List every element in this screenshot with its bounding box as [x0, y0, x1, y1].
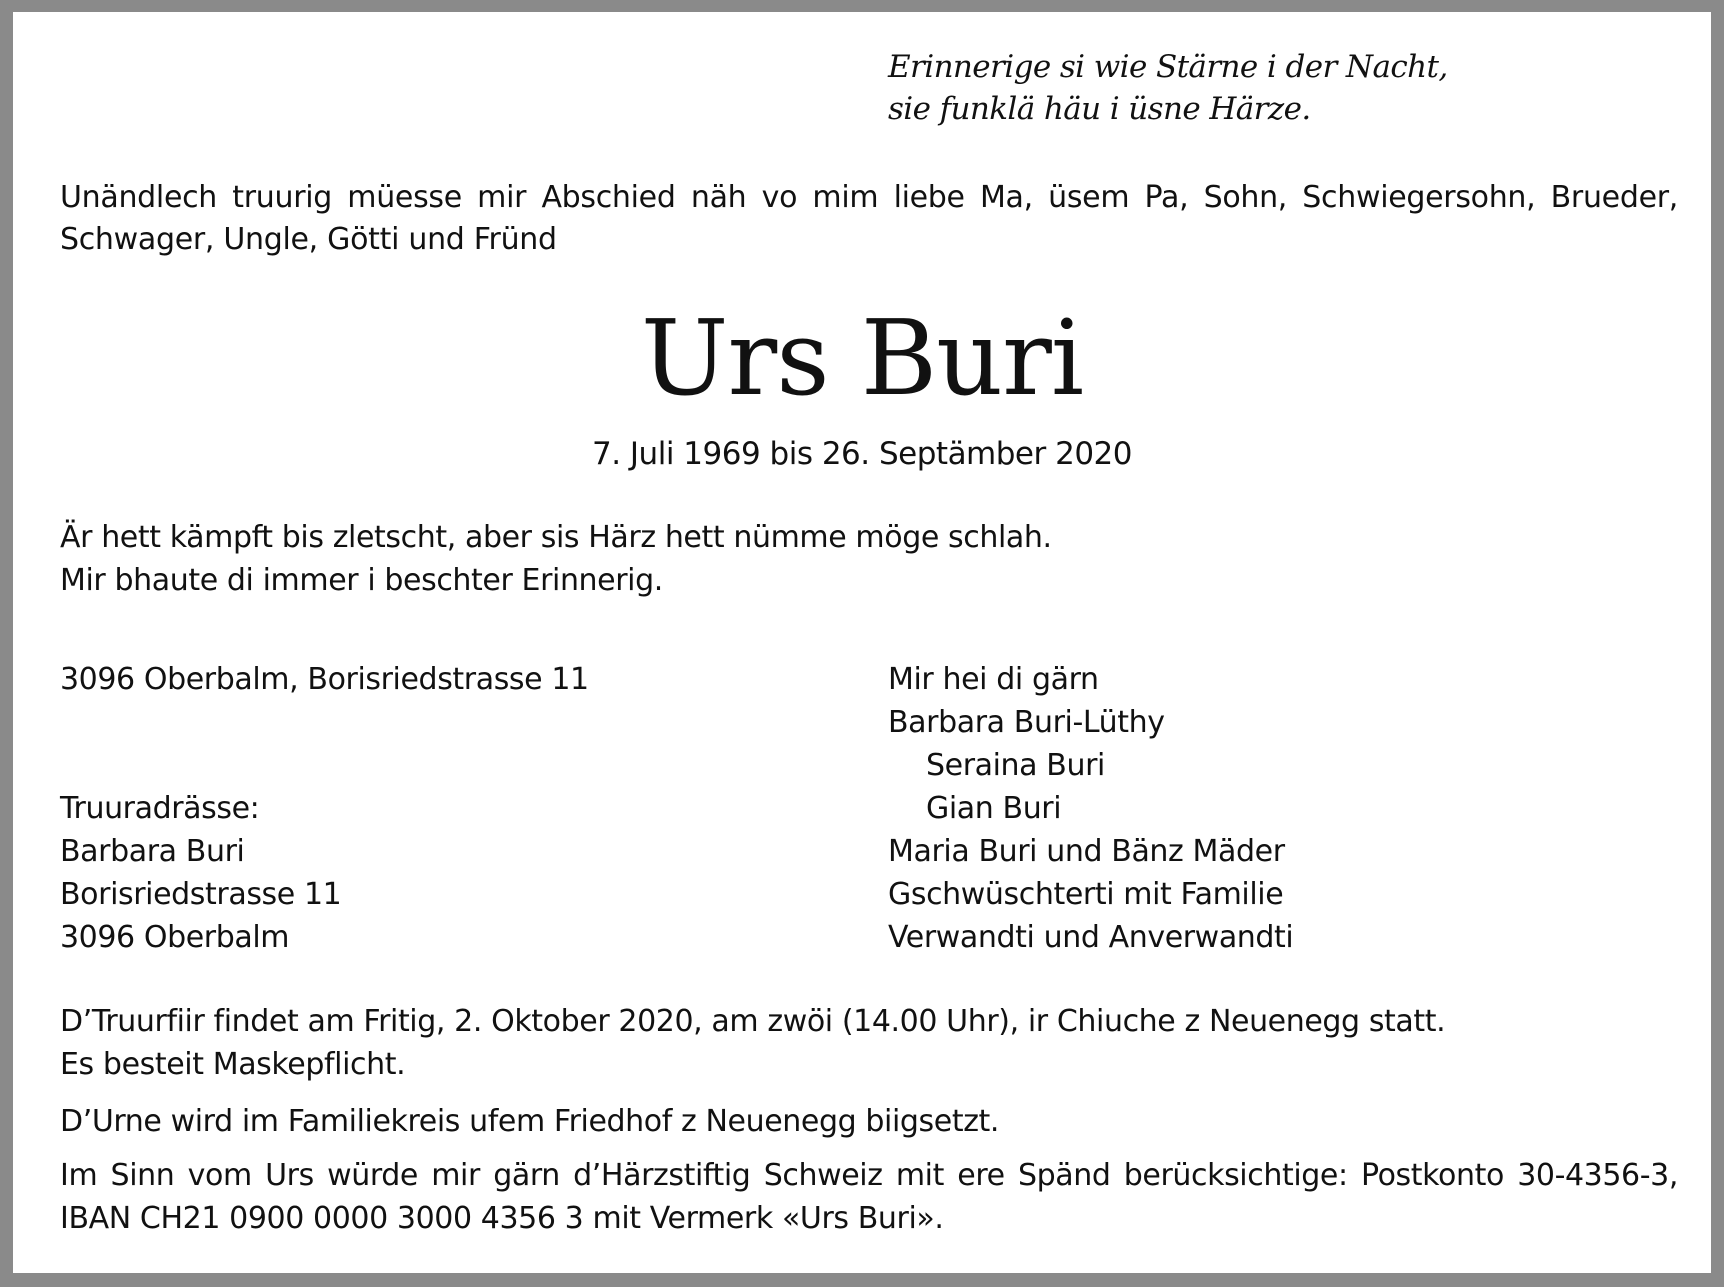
mourning-address-street: Borisriedstrasse 11 — [60, 877, 342, 912]
motto-line-2: sie funklä häu i üsne Härze. — [888, 91, 1311, 127]
struggle-line-2: Mir bhaute di immer i beschter Erinnerig. — [60, 563, 663, 598]
mourner-siblings: Gschwüschterti mit Familie — [888, 877, 1284, 912]
intro-text: Unändlech truurig müesse mir Abschied näh vo mim liebe Ma, üsem Pa, Sohn, Schwiegersohn, Brueder, Schwager, Ungle, Götti und Fründ — [60, 180, 1678, 257]
mourner-parents: Maria Buri und Bänz Mäder — [888, 834, 1285, 869]
urn-line: D’Urne wird im Familiekreis ufem Friedhof z Neuenegg biigsetzt. — [60, 1104, 1000, 1139]
funeral-line-2: Es besteit Maskepflicht. — [60, 1047, 406, 1082]
struggle-text — [60, 516, 1052, 602]
mourner-child-1: Seraina Buri — [926, 748, 1105, 783]
motto-quote — [888, 46, 1448, 130]
home-address — [60, 658, 589, 701]
mourners-list — [888, 658, 1293, 959]
funeral-notice — [60, 1000, 1445, 1086]
mourner-child-2: Gian Buri — [926, 791, 1062, 826]
urn-notice — [60, 1100, 999, 1143]
home-address-line: 3096 Oberbalm, Borisriedstrasse 11 — [60, 662, 589, 697]
struggle-line-1: Är hett kämpft bis zletscht, aber sis Härz hett nümme möge schlah. — [60, 520, 1052, 555]
mourners-heading: Mir hei di gärn — [888, 662, 1099, 697]
mourning-address-name: Barbara Buri — [60, 834, 245, 869]
mourning-address — [60, 787, 341, 959]
mourner-wife: Barbara Buri-Lüthy — [888, 705, 1165, 740]
motto-line-1: Erinnerige si wie Stärne i der Nacht, — [888, 49, 1448, 85]
life-dates: 7. Juli 1969 bis 26. Septämber 2020 — [591, 436, 1132, 472]
mourning-address-city: 3096 Oberbalm — [60, 920, 290, 955]
deceased-name: Urs Buri — [640, 297, 1084, 419]
donation-notice: Im Sinn vom Urs würde mir gärn d’Härzstiftig Schweiz mit ere Spänd berücksichtige: Postkonto 30-4356-3, IBAN CH21 0900 0000 3000 4356 3 mit Vermerk «Urs Buri». — [60, 1158, 1678, 1236]
obituary-page — [13, 12, 1711, 1273]
mourning-address-label: Truuradrässe: — [60, 791, 260, 826]
funeral-line-1: D’Truurfiir findet am Fritig, 2. Oktober 2020, am zwöi (14.00 Uhr), ir Chiuche z Neuenegg statt. — [60, 1004, 1446, 1039]
mourner-relatives: Verwandti und Anverwandti — [888, 920, 1294, 955]
